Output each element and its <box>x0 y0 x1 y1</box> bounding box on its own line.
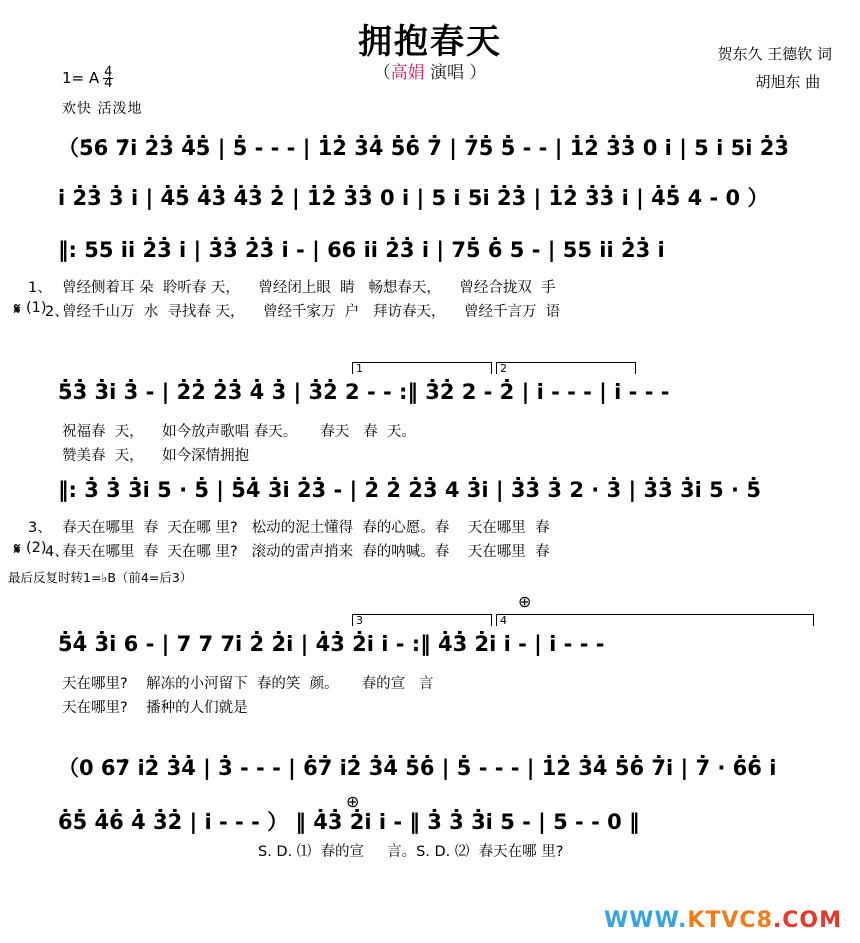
time-signature-bottom: 4 <box>104 76 113 91</box>
segno-label: (2) <box>26 540 47 556</box>
second-ending-bracket <box>496 362 636 374</box>
lyricists: 贺东久 王德钦 词 <box>717 45 832 63</box>
singer-name: 高娟 <box>390 63 425 83</box>
subtitle-close: 演唱 ） <box>424 63 487 83</box>
lyric-line: 曾经侧着耳 朵 聆听春 天， 曾经闭上眼 睛 畅想春天， 曾经合拢双 手 <box>62 280 556 296</box>
segno-label: (1) <box>26 300 47 316</box>
stave-notes: 6̇5̇ 4̇6̇ 4̇ 3̇2̇ | i̇ - - - ） ‖ 4̇3̇ 2̇i̇ i̇ - ‖ 3̇ 3̇ 3̇i̇ 5 - | 5 - - 0 ‖ <box>58 810 640 834</box>
time-signature-top: 4 <box>104 65 113 80</box>
lyric-line: 天在哪里? 播种的人们就是 <box>62 700 248 716</box>
page-title: 拥抱春天 <box>358 22 502 62</box>
lyric-line-number: 3、 <box>28 520 52 536</box>
watermark-tld: .COM <box>772 908 842 933</box>
stave-notes: ‖: 55 i̇i̇ 2̇3̇ i̇ | 3̇3̇ 2̇3̇ i̇ - | 66 i̇i̇ 2̇3̇ i̇ | 75̇ 6̇ 5 - | 55 i̇i̇ 2̇3̇ i̇ <box>58 238 665 262</box>
ending-label: 4 <box>500 614 507 627</box>
lyric-line: 春天在哪里 春 天在哪 里? 滚动的雷声捎来 春的呐喊。春 天在哪里 春 <box>62 544 550 560</box>
stave-notes: （0 6̇7̇ i̇2̇ 3̇4̇ | 3̇ - - - | 6̇7̇ i̇2̇ 3̇4̇ 5̇6̇ | 5̇ - - - | 1̇2̇ 3̇4̇ 5̇6̇ 7̇i̇ | 7̇ · 6̇6̇ i̇ <box>58 756 777 780</box>
fourth-ending-bracket <box>496 614 814 626</box>
watermark-name: KTVC8 <box>687 908 773 933</box>
lyric-line: 赞美春 天， 如今深情拥抱 <box>62 448 250 464</box>
tempo-marking: 欢快 活泼地 <box>62 101 143 117</box>
segno-icon: 𝄋 <box>14 300 21 318</box>
key-signature <box>62 65 113 91</box>
lyric-line: 天在哪里? 解冻的小河留下 春的笑 颜。 春的宣 言 <box>62 676 434 692</box>
stave-notes: 5̇3̇ 3̇i̇ 3̇ - | 2̇2̇ 2̇3̇ 4̇ 3̇ | 3̇2̇ 2 - - :‖ 3̇2̇ 2 - 2̇ | i̇ - - - | i̇ - - - <box>58 380 670 404</box>
segno-icon: 𝄋 <box>14 540 21 558</box>
credits-block <box>717 40 832 96</box>
ending-label: 3 <box>356 614 363 627</box>
lyric-line: 祝福春 天， 如今放声歌唱 春天。 春天 春 天。 <box>62 424 416 440</box>
stave-notes: （5̇6̇ 7̇i̇ 2̇3̇ 4̇5̇ | 5̇ - - - | 1̇2̇ 3̇4̇ 5̇6̇ 7̇ | 7̇5̇ 5̇ - - | 1̇2̇ 3̇3̇ 0 i̇ | 5 i̇ 5i̇ 2̇3̇ <box>58 136 789 160</box>
composer: 胡旭东 曲 <box>755 73 821 91</box>
first-ending-bracket <box>352 362 492 374</box>
lyric-line-number: 4、 <box>45 544 69 560</box>
lyric-line-number: 1、 <box>28 280 52 296</box>
third-ending-bracket <box>352 614 492 626</box>
stave-notes: ‖: 3̇ 3̇ 3̇i̇ 5 · 5̇ | 5̇4̇ 3̇i̇ 2̇3̇ - | 2̇ 2̇ 2̇3̇ 4 3̇i̇ | 3̇3̇ 3̇ 2 · 3̇ | 3̇3̇ 3̇i̇ 5 · 5̇ <box>58 478 761 502</box>
site-watermark <box>604 908 842 933</box>
ending-label: 2 <box>500 362 507 375</box>
ending-label: 1 <box>356 362 363 375</box>
lyric-line-number: 2、 <box>45 304 69 320</box>
time-signature <box>103 65 113 91</box>
watermark-www: WWW. <box>603 908 688 933</box>
subtitle-open-paren: （ <box>373 63 391 83</box>
modulation-note: 最后反复时转1=♭B（前4=后3） <box>8 570 193 585</box>
coda-icon: ⊕ <box>518 592 532 611</box>
key-text: 1= A <box>62 69 100 87</box>
lyric-line: S. D. ⑴ 春的宣 言。S. D. ⑵ 春天在哪 里? <box>258 844 564 860</box>
stave-notes: i̇ 2̇3̇ 3̇ i̇ | 4̇5̇ 4̇3̇ 4̇3̇ 2̇ | 1̇2̇ 3̇3̇ 0 i̇ | 5 i̇ 5i̇ 2̇3̇ | 1̇2̇ 3̇3̇ i̇ | 4̇5̇ 4 - 0 ） <box>58 186 769 210</box>
coda-icon: ⊕ <box>346 792 360 811</box>
stave-notes: 5̇4̇ 3̇i̇ 6 - | 7 7 7i̇ 2̇ 2̇i̇ | 4̇3̇ 2̇i̇ i̇ - :‖ 4̇3̇ 2̇i̇ i̇ - | i̇ - - - <box>58 632 605 656</box>
lyric-line: 春天在哪里 春 天在哪 里? 松动的泥土懂得 春的心愿。春 天在哪里 春 <box>62 520 550 536</box>
lyric-line: 曾经千山万 水 寻找春 天， 曾经千家万 户 拜访春天， 曾经千言万 语 <box>62 304 561 320</box>
